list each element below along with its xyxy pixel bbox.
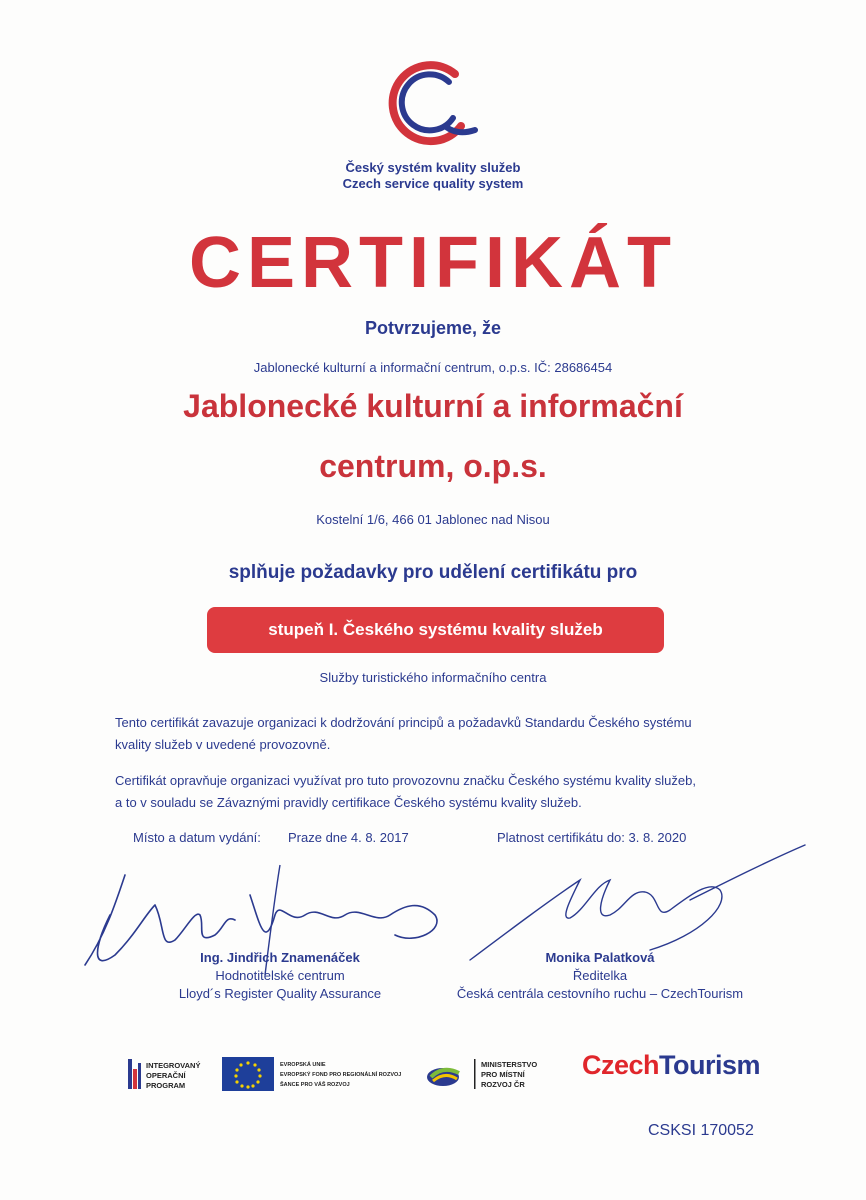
legal-name: Jablonecké kulturní a informační centrum, o.p.s. IČ: 28686454 (253, 360, 613, 375)
signer1-organization: Lloyd´s Register Quality Assurance (178, 986, 382, 1001)
iop-logo-icon (126, 1055, 216, 1093)
signer1-role: Hodnotitelské centrum (215, 968, 345, 983)
mmr-logo-icon (425, 1055, 555, 1093)
authorization-line1: Certifikát opravňuje organizaci využívat pro tuto provozovnu značku Českého systému kvality služeb, (115, 773, 696, 788)
eu-line3: ŠANCE PRO VÁŠ ROZVOJ (280, 1082, 350, 1088)
system-name-en: Czech service quality system (342, 176, 524, 191)
issued-value: Praze dne 4. 8. 2017 (288, 830, 409, 845)
obligation-line2: kvality služeb v uvedené provozovně. (115, 737, 331, 752)
signer2-role: Ředitelka (572, 968, 628, 983)
mmr-line2: PRO MÍSTNÍ (481, 1070, 525, 1079)
confirm-text: Potvrzujeme, že (364, 318, 502, 338)
validity-date: Platnost certifikátu do: 3. 8. 2020 (497, 830, 687, 845)
address: Kostelní 1/6, 466 01 Jablonec nad Nisou (316, 512, 550, 527)
certificate-title: CERTIFIKÁT (189, 223, 677, 303)
organization-name-line2: centrum, o.p.s. (319, 448, 547, 484)
iop-line2: OPERAČNÍ (146, 1071, 186, 1080)
czechtourism-logo-part1: Czech (582, 1050, 660, 1080)
eu-line2: EVROPSKÝ FOND PRO REGIONÁLNÍ ROZVOJ (280, 1072, 402, 1078)
organization-name-line1: Jablonecké kulturní a informační (183, 388, 683, 424)
czechtourism-logo (582, 1050, 760, 1081)
eu-logo-icon (222, 1055, 412, 1093)
meets-requirements-text: splňuje požadavky pro udělení certifikátu pro (228, 562, 638, 583)
authorization-line2: a to v souladu se Závaznými pravidly certifikace Českého systému kvality služeb. (115, 795, 582, 810)
system-name-cz: Český systém kvality služeb (345, 160, 521, 175)
signer1-name: Ing. Jindřich Znamenáček (200, 950, 360, 965)
service-type: Služby turistického informačního centra (319, 670, 547, 685)
certificate-code: CSKSI 170052 (648, 1122, 754, 1139)
mmr-line1: MINISTERSTVO (481, 1060, 538, 1069)
czechtourism-logo-part2: Tourism (659, 1050, 761, 1080)
obligation-paragraph (115, 712, 775, 756)
signature-left-icon (75, 855, 455, 985)
certification-level-badge: stupeň I. Českého systému kvality služeb (207, 607, 664, 653)
eu-line1: EVROPSKÁ UNIE (280, 1062, 326, 1068)
signer2-name: Monika Palatková (545, 950, 655, 965)
iop-line3: PROGRAM (146, 1081, 186, 1090)
mmr-line3: ROZVOJ ČR (481, 1080, 525, 1089)
issued-label: Místo a datum vydání: (133, 830, 261, 845)
obligation-line1: Tento certifikát zavazuje organizaci k dodržování principů a požadavků Standardu Českého systému (115, 715, 692, 730)
csks-q-logo-icon (383, 56, 483, 152)
signer2-organization: Česká centrála cestovního ruchu – CzechTourism (456, 986, 744, 1001)
iop-line1: INTEGROVANÝ (146, 1061, 201, 1070)
authorization-paragraph (115, 770, 775, 814)
